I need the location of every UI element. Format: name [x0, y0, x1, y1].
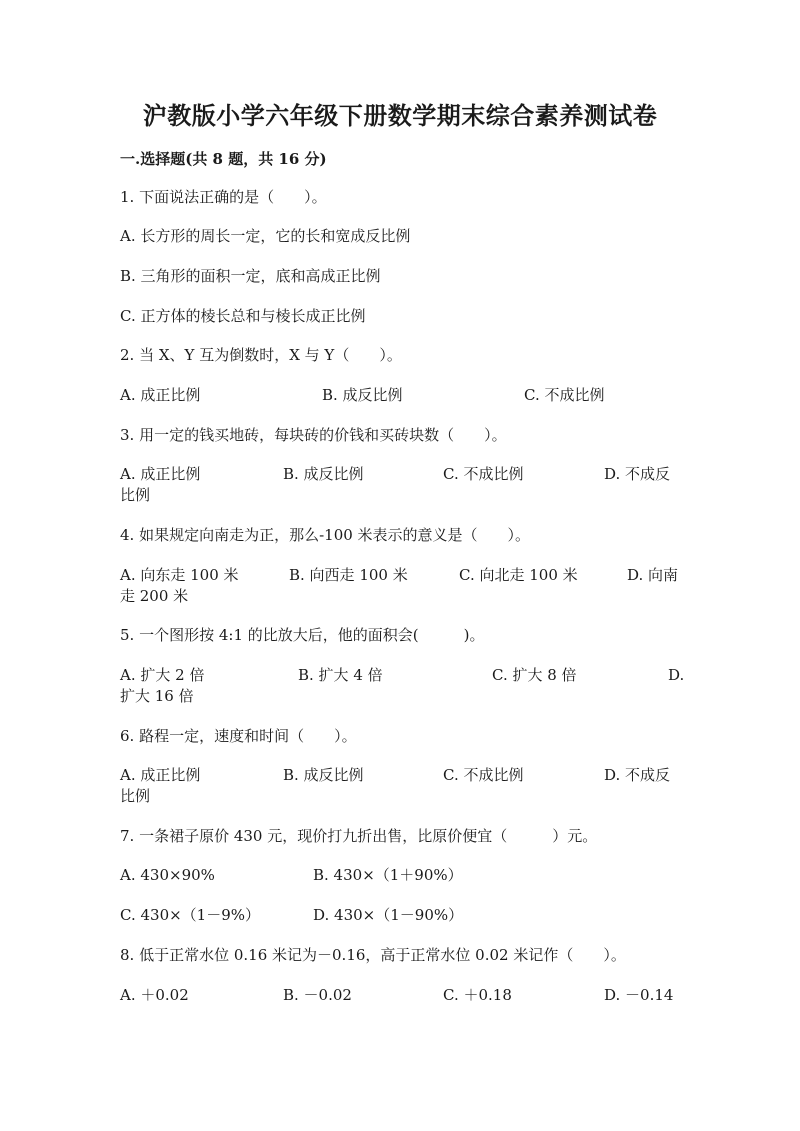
question-4-stem: 4. 如果规定向南走为正，那么-100 米表示的意义是（ ）。 [120, 526, 531, 544]
question-5-option-b: B. 扩大 4 倍 [298, 666, 383, 684]
question-4-option-c: C. 向北走 100 米 [459, 566, 578, 584]
question-8-option-d: D. －0.14 [604, 986, 674, 1004]
question-1-option-a: A. 长方形的周长一定，它的长和宽成反比例 [120, 227, 411, 245]
question-3-option-d: D. 不成反 [604, 465, 671, 483]
question-1-option-b: B. 三角形的面积一定，底和高成正比例 [120, 267, 381, 285]
question-3-option-a: A. 成正比例 [120, 465, 201, 483]
question-3-option-b: B. 成反比例 [283, 465, 364, 483]
question-8-option-c: C. ＋0.18 [443, 986, 512, 1004]
question-3-option-c: C. 不成比例 [443, 465, 524, 483]
question-7-option-a: A. 430×90% [120, 866, 215, 884]
question-4-option-d: D. 向南 [627, 566, 679, 584]
question-6-option-c: C. 不成比例 [443, 766, 524, 784]
question-8-option-a: A. ＋0.02 [120, 986, 189, 1004]
question-7-option-d: D. 430×（1－90%） [313, 906, 464, 924]
question-5-option-d: D. [668, 666, 685, 684]
question-1-option-c: C. 正方体的棱长总和与棱长成正比例 [120, 307, 366, 325]
question-6-option-b: B. 成反比例 [283, 766, 364, 784]
question-5-option-c: C. 扩大 8 倍 [492, 666, 577, 684]
question-7-option-c: C. 430×（1－9%） [120, 906, 261, 924]
question-2-stem: 2. 当 X、Y 互为倒数时，X 与 Y（ ）。 [120, 346, 402, 364]
question-2-option-b: B. 成反比例 [322, 386, 403, 404]
question-4-option-a: A. 向东走 100 米 [120, 566, 239, 584]
question-6-option-d-continued: 比例 [120, 787, 151, 805]
question-4-option-d-continued: 走 200 米 [120, 587, 189, 605]
question-1-stem: 1. 下面说法正确的是（ ）。 [120, 188, 327, 206]
question-3-option-d-continued: 比例 [120, 486, 151, 504]
question-8-stem: 8. 低于正常水位 0.16 米记为－0.16，高于正常水位 0.02 米记作（ ）。 [120, 946, 626, 964]
question-6-option-a: A. 成正比例 [120, 766, 201, 784]
question-5-stem: 5. 一个图形按 4:1 的比放大后，他的面积会( )。 [120, 626, 485, 644]
question-7-option-b: B. 430×（1＋90%） [313, 866, 463, 884]
question-6-option-d: D. 不成反 [604, 766, 671, 784]
question-6-stem: 6. 路程一定，速度和时间（ ）。 [120, 727, 357, 745]
section-header: 一.选择题(共 8 题，共 16 分) [120, 150, 327, 168]
question-5-option-d-continued: 扩大 16 倍 [120, 687, 194, 705]
question-4-option-b: B. 向西走 100 米 [289, 566, 408, 584]
question-3-stem: 3. 用一定的钱买地砖，每块砖的价钱和买砖块数（ ）。 [120, 426, 507, 444]
question-5-option-a: A. 扩大 2 倍 [120, 666, 205, 684]
page-title: 沪教版小学六年级下册数学期末综合素养测试卷 [142, 101, 658, 130]
question-2-option-c: C. 不成比例 [524, 386, 605, 404]
question-2-option-a: A. 成正比例 [120, 386, 201, 404]
question-8-option-b: B. －0.02 [283, 986, 352, 1004]
question-7-stem: 7. 一条裙子原价 430 元，现价打九折出售，比原价便宜（ ）元。 [120, 827, 598, 845]
